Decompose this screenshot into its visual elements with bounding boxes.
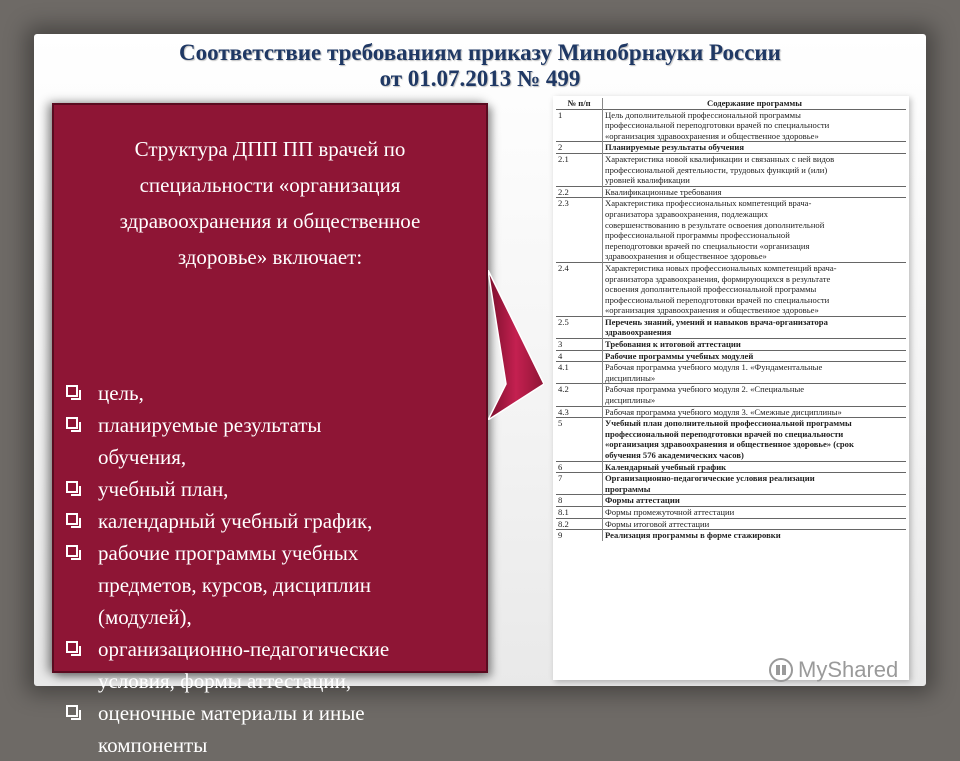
bullet-text-line: планируемые результаты — [98, 413, 322, 437]
row-content — [603, 109, 907, 142]
row-content-line: Формы промежуточной аттестации — [605, 506, 735, 517]
row-content-line: совершенствованию в результате освоения дополнительной — [605, 219, 825, 230]
table-row — [556, 418, 906, 461]
bullet-item — [64, 473, 484, 505]
row-content — [603, 506, 907, 518]
panel-heading — [54, 131, 486, 275]
row-content-line: Формы итоговой аттестации — [605, 518, 710, 529]
row-content — [603, 350, 907, 362]
row-number: 4.2 — [556, 384, 603, 406]
table-row — [556, 109, 906, 142]
title-line-2: от 01.07.2013 № 499 — [379, 66, 581, 91]
row-content — [603, 316, 907, 338]
row-content — [603, 473, 907, 495]
row-content — [603, 518, 907, 530]
slide-title — [34, 40, 926, 92]
row-number: 9 — [556, 530, 603, 541]
table-row — [556, 316, 906, 338]
row-content — [603, 339, 907, 351]
bullet-item — [64, 377, 484, 409]
row-content-line: Цель дополнительной профессиональной программы — [605, 109, 801, 120]
row-content-line: профессиональной деятельности, трудовых функций и (или) — [605, 164, 828, 175]
row-content-line: «организация здравоохранения и общественное здоровье» — [605, 305, 819, 316]
table-row — [556, 142, 906, 154]
row-content — [603, 384, 907, 406]
row-number: 2.4 — [556, 262, 603, 316]
row-content-line: здравоохранения — [605, 327, 672, 338]
table-row — [556, 530, 906, 541]
checkbox-icon — [66, 641, 78, 653]
table-row — [556, 461, 906, 473]
checkbox-icon — [66, 481, 78, 493]
row-content-line: профессиональной переподготовки врачей по специальности — [605, 428, 844, 439]
table-row — [556, 384, 906, 406]
row-content-line: профессиональной переподготовки врачей по специальности — [605, 294, 830, 305]
bullet-item — [64, 409, 484, 473]
myshared-watermark — [768, 657, 898, 683]
checkbox-icon — [66, 417, 78, 429]
bullet-text-line: оценочные материалы и иные — [98, 701, 365, 725]
row-number: 8.1 — [556, 506, 603, 518]
checkbox-icon — [66, 545, 78, 557]
row-content — [603, 153, 907, 186]
row-content — [603, 461, 907, 473]
table-row — [556, 262, 906, 316]
row-content — [603, 362, 907, 384]
checkbox-icon — [66, 385, 78, 397]
bullet-text-line: обучения, — [98, 445, 187, 469]
bullet-text-line: календарный учебный график, — [98, 509, 373, 533]
row-content-line: Учебный план дополнительной профессиональной программы — [605, 418, 852, 429]
row-number: 4.3 — [556, 406, 603, 418]
row-content-line: переподготовки врачей по специальности «организация — [605, 240, 810, 251]
bullet-text-line: компоненты — [98, 733, 208, 757]
row-content-line: уровней квалификации — [605, 175, 690, 186]
row-number: 7 — [556, 473, 603, 495]
row-content — [603, 406, 907, 418]
row-number: 2.5 — [556, 316, 603, 338]
header-content: Содержание программы — [706, 98, 802, 108]
row-content-line: организатора здравоохранения, подлежащих — [605, 208, 769, 219]
row-content — [603, 198, 907, 263]
row-content-line: Формы аттестации — [605, 495, 680, 506]
contents-table — [556, 98, 906, 541]
row-number: 4.1 — [556, 362, 603, 384]
row-number: 8.2 — [556, 518, 603, 530]
row-number: 5 — [556, 418, 603, 461]
row-content-line: здравоохранения и общественное здоровье» — [605, 251, 767, 262]
program-contents-document — [553, 96, 909, 680]
bullet-text-line: (модулей), — [98, 605, 192, 629]
row-content-line: обучения 576 академических часов) — [605, 450, 744, 460]
bullet-item — [64, 697, 484, 761]
row-number: 2.2 — [556, 186, 603, 198]
row-content-line: освоения дополнительной профессиональной программы — [605, 284, 817, 295]
row-content — [603, 186, 907, 198]
row-content-line: Реализация программы в форме стажировки — [605, 530, 781, 541]
row-number: 1 — [556, 109, 603, 142]
table-row — [556, 198, 906, 263]
row-number: 3 — [556, 339, 603, 351]
myshared-logo-icon — [768, 657, 794, 683]
table-row — [556, 495, 906, 507]
checkbox-icon — [66, 513, 78, 525]
header-num: № п/п — [556, 98, 603, 109]
bullet-text-line: рабочие программы учебных — [98, 541, 359, 565]
row-content-line: профессиональной переподготовки врачей по специальности — [605, 120, 830, 131]
row-number: 2.1 — [556, 153, 603, 186]
bullet-text-line: организационно-педагогические — [98, 637, 390, 661]
row-number: 4 — [556, 350, 603, 362]
row-content-line: Характеристика новой квалификации и связанных с ней видов — [605, 153, 835, 164]
row-content-line: Требования к итоговой аттестации — [605, 339, 741, 350]
structure-panel — [52, 103, 488, 757]
row-content-line: профессиональной программы профессиональной — [605, 230, 790, 241]
bullet-text-line: условия, формы аттестации, — [98, 669, 352, 693]
checkbox-icon — [66, 705, 78, 717]
table-row — [556, 362, 906, 384]
row-content-line: Рабочая программа учебного модуля 2. «Специальные — [605, 384, 805, 395]
bullet-text-line: предметов, курсов, дисциплин — [98, 573, 371, 597]
row-content-line: Организационно-педагогические условия реализации — [605, 473, 815, 484]
row-content-line: Календарный учебный график — [605, 461, 727, 472]
table-row — [556, 350, 906, 362]
panel-heading-line: специальности «организация — [139, 173, 401, 197]
table-row — [556, 406, 906, 418]
bullet-item — [64, 537, 484, 633]
row-content — [603, 530, 907, 541]
panel-heading-line: Структура ДПП ПП врачей по — [134, 137, 406, 161]
bullet-item — [64, 505, 484, 537]
table-row — [556, 186, 906, 198]
row-content-line: Рабочая программа учебного модуля 1. «Фундаментальные — [605, 362, 823, 373]
row-content-line: «организация здравоохранения и общественное здоровье» — [605, 130, 819, 141]
right-arrow-icon — [488, 270, 544, 420]
table-row — [556, 339, 906, 351]
bullet-item — [64, 633, 484, 697]
table-row — [556, 518, 906, 530]
table-header-row — [556, 98, 906, 109]
row-content-line: «организация здравоохранения и общественное здоровье» (срок — [605, 439, 854, 450]
table-row — [556, 506, 906, 518]
row-content — [603, 495, 907, 507]
row-number: 2 — [556, 142, 603, 154]
bullet-text-line: учебный план, — [98, 477, 229, 501]
row-content-line: программы — [605, 483, 651, 494]
row-content-line: Характеристика профессиональных компетенций врача- — [605, 198, 812, 209]
title-line-1: Соответствие требованиям приказу Минобрнауки России — [179, 40, 781, 65]
row-content-line: Квалификационные требования — [605, 186, 722, 197]
row-number: 8 — [556, 495, 603, 507]
bullet-text-line: цель, — [98, 381, 144, 405]
row-content-line: Характеристика новых профессиональных компетенций врача- — [605, 262, 837, 273]
row-content — [603, 142, 907, 154]
watermark-text: MyShared — [798, 657, 899, 682]
row-content-line: Перечень знаний, умений и навыков врача-организатора — [605, 316, 828, 327]
table-row — [556, 153, 906, 186]
bullet-list — [64, 377, 484, 761]
panel-heading-line: здоровье» включает: — [177, 245, 363, 269]
row-number: 6 — [556, 461, 603, 473]
row-content-line: организатора здравоохранения, формирующихся в результате — [605, 273, 831, 284]
row-content — [603, 262, 907, 316]
row-content-line: Рабочие программы учебных модулей — [605, 350, 754, 361]
table-row — [556, 473, 906, 495]
row-content — [603, 418, 907, 461]
row-content-line: дисциплины» — [605, 372, 656, 383]
row-content-line: Рабочая программа учебного модуля 3. «Смежные дисциплины» — [605, 406, 842, 417]
row-content-line: дисциплины» — [605, 395, 656, 406]
row-number: 2.3 — [556, 198, 603, 263]
panel-heading-line: здравоохранения и общественное — [119, 209, 421, 233]
row-content-line: Планируемые результаты обучения — [605, 142, 744, 153]
